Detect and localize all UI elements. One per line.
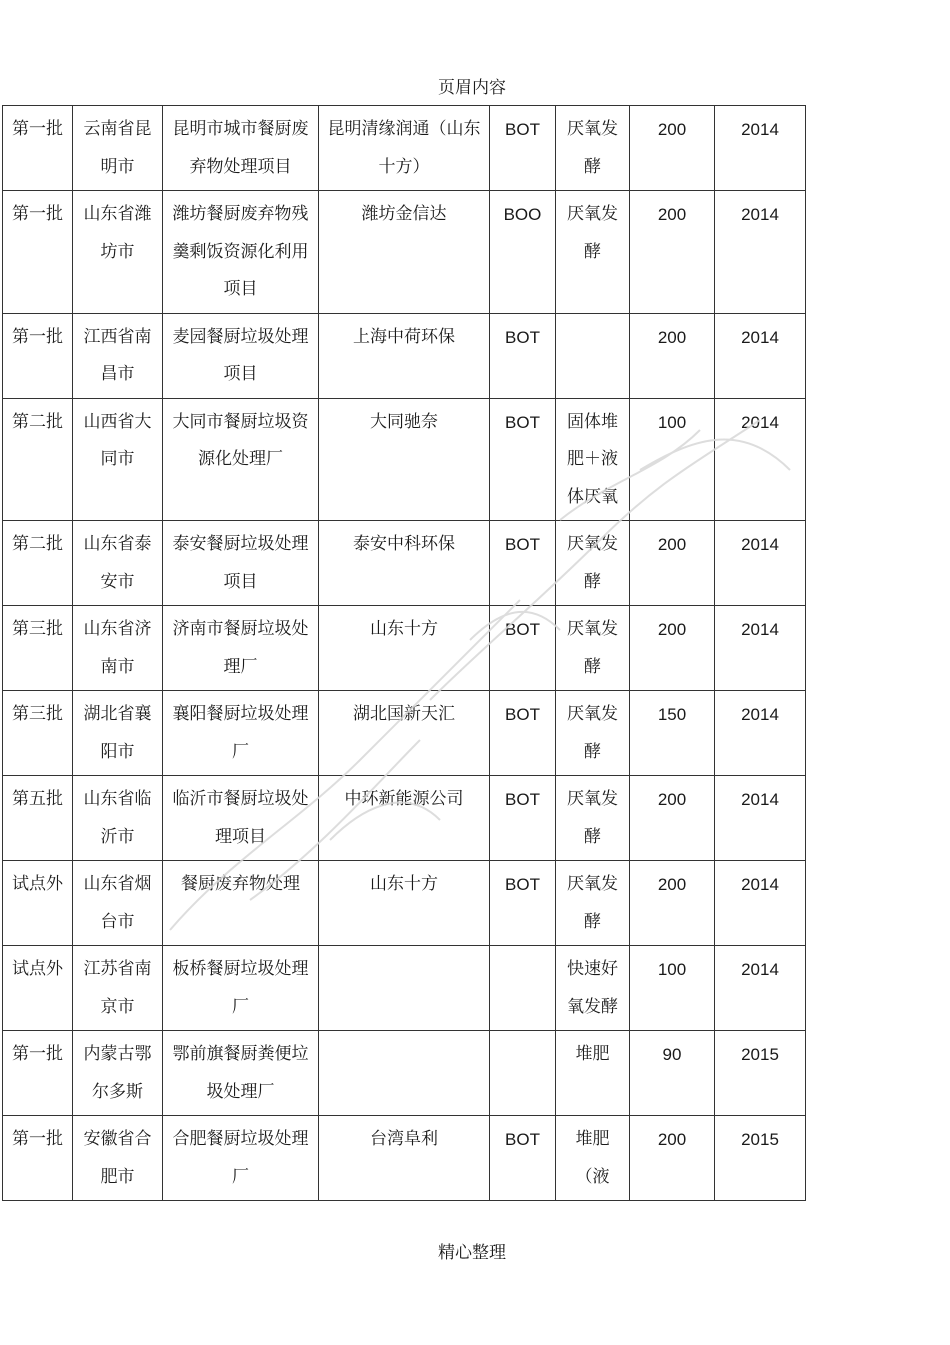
- year-cell: 2014: [715, 313, 806, 398]
- year-cell: 2014: [715, 521, 806, 606]
- project-cell: 襄阳餐厨垃圾处理厂: [163, 691, 319, 776]
- batch-cell: 第三批: [3, 691, 73, 776]
- table-row: [3, 521, 806, 606]
- mode-cell: BOT: [490, 776, 556, 861]
- batch-cell: 第一批: [3, 313, 73, 398]
- batch-cell: 第一批: [3, 1116, 73, 1201]
- process-cell: 厌氧发酵: [556, 861, 630, 946]
- project-cell: 鄂前旗餐厨粪便垃圾处理厂: [163, 1031, 319, 1116]
- company-cell: 湖北国新天汇: [319, 691, 490, 776]
- process-cell: 固体堆肥＋液体厌氧: [556, 398, 630, 521]
- process-cell: 堆肥（液: [556, 1116, 630, 1201]
- mode-cell: BOT: [490, 398, 556, 521]
- table-row: [3, 606, 806, 691]
- table-row: [3, 313, 806, 398]
- mode-cell: BOT: [490, 861, 556, 946]
- batch-cell: 第三批: [3, 606, 73, 691]
- year-cell: 2014: [715, 776, 806, 861]
- process-cell: [556, 313, 630, 398]
- capacity-cell: 100: [630, 946, 715, 1031]
- region-cell: 山东省潍坊市: [73, 191, 163, 314]
- batch-cell: 第五批: [3, 776, 73, 861]
- project-cell: 板桥餐厨垃圾处理厂: [163, 946, 319, 1031]
- capacity-cell: 200: [630, 861, 715, 946]
- project-cell: 大同市餐厨垃圾资源化处理厂: [163, 398, 319, 521]
- company-cell: 泰安中科环保: [319, 521, 490, 606]
- region-cell: 湖北省襄阳市: [73, 691, 163, 776]
- region-cell: 山东省烟台市: [73, 861, 163, 946]
- project-cell: 泰安餐厨垃圾处理项目: [163, 521, 319, 606]
- batch-cell: 第一批: [3, 1031, 73, 1116]
- region-cell: 山东省临沂市: [73, 776, 163, 861]
- table-row: [3, 398, 806, 521]
- process-cell: 厌氧发酵: [556, 521, 630, 606]
- table-row: [3, 691, 806, 776]
- process-cell: 快速好氧发酵: [556, 946, 630, 1031]
- region-cell: 山东省济南市: [73, 606, 163, 691]
- capacity-cell: 200: [630, 313, 715, 398]
- region-cell: 江苏省南京市: [73, 946, 163, 1031]
- year-cell: 2014: [715, 398, 806, 521]
- table-row: [3, 946, 806, 1031]
- region-cell: 安徽省合肥市: [73, 1116, 163, 1201]
- mode-cell: [490, 1031, 556, 1116]
- mode-cell: BOO: [490, 191, 556, 314]
- batch-cell: 第二批: [3, 521, 73, 606]
- capacity-cell: 200: [630, 776, 715, 861]
- page-header: 页眉内容: [438, 78, 506, 98]
- mode-cell: BOT: [490, 691, 556, 776]
- company-cell: 昆明清缘润通（山东十方）: [319, 106, 490, 191]
- project-cell: 合肥餐厨垃圾处理厂: [163, 1116, 319, 1201]
- company-cell: 山东十方: [319, 606, 490, 691]
- mode-cell: [490, 946, 556, 1031]
- table-row: [3, 1031, 806, 1116]
- year-cell: 2014: [715, 946, 806, 1031]
- batch-cell: 试点外: [3, 946, 73, 1031]
- project-table: [2, 105, 806, 1201]
- project-cell: 麦园餐厨垃圾处理项目: [163, 313, 319, 398]
- company-cell: 潍坊金信达: [319, 191, 490, 314]
- process-cell: 堆肥: [556, 1031, 630, 1116]
- process-cell: 厌氧发酵: [556, 106, 630, 191]
- year-cell: 2014: [715, 606, 806, 691]
- capacity-cell: 90: [630, 1031, 715, 1116]
- process-cell: 厌氧发酵: [556, 691, 630, 776]
- mode-cell: BOT: [490, 1116, 556, 1201]
- capacity-cell: 200: [630, 106, 715, 191]
- company-cell: [319, 1031, 490, 1116]
- project-cell: 济南市餐厨垃圾处理厂: [163, 606, 319, 691]
- project-cell: 昆明市城市餐厨废弃物处理项目: [163, 106, 319, 191]
- table-row: [3, 106, 806, 191]
- process-cell: 厌氧发酵: [556, 606, 630, 691]
- capacity-cell: 150: [630, 691, 715, 776]
- capacity-cell: 200: [630, 191, 715, 314]
- company-cell: [319, 946, 490, 1031]
- year-cell: 2014: [715, 861, 806, 946]
- company-cell: 山东十方: [319, 861, 490, 946]
- process-cell: 厌氧发酵: [556, 776, 630, 861]
- batch-cell: 试点外: [3, 861, 73, 946]
- mode-cell: BOT: [490, 313, 556, 398]
- capacity-cell: 200: [630, 521, 715, 606]
- capacity-cell: 200: [630, 606, 715, 691]
- region-cell: 江西省南昌市: [73, 313, 163, 398]
- batch-cell: 第二批: [3, 398, 73, 521]
- company-cell: 上海中荷环保: [319, 313, 490, 398]
- mode-cell: BOT: [490, 106, 556, 191]
- year-cell: 2015: [715, 1031, 806, 1116]
- company-cell: 台湾阜利: [319, 1116, 490, 1201]
- company-cell: 大同驰奈: [319, 398, 490, 521]
- region-cell: 山东省泰安市: [73, 521, 163, 606]
- year-cell: 2014: [715, 191, 806, 314]
- region-cell: 山西省大同市: [73, 398, 163, 521]
- project-cell: 餐厨废弃物处理: [163, 861, 319, 946]
- capacity-cell: 100: [630, 398, 715, 521]
- table-row: [3, 776, 806, 861]
- process-cell: 厌氧发酵: [556, 191, 630, 314]
- page-footer: 精心整理: [438, 1243, 506, 1263]
- project-cell: 潍坊餐厨废弃物残羹剩饭资源化利用项目: [163, 191, 319, 314]
- region-cell: 云南省昆明市: [73, 106, 163, 191]
- year-cell: 2014: [715, 691, 806, 776]
- mode-cell: BOT: [490, 606, 556, 691]
- project-cell: 临沂市餐厨垃圾处理项目: [163, 776, 319, 861]
- table-row: [3, 861, 806, 946]
- table-row: [3, 1116, 806, 1201]
- batch-cell: 第一批: [3, 191, 73, 314]
- year-cell: 2014: [715, 106, 806, 191]
- batch-cell: 第一批: [3, 106, 73, 191]
- capacity-cell: 200: [630, 1116, 715, 1201]
- year-cell: 2015: [715, 1116, 806, 1201]
- company-cell: 中环新能源公司: [319, 776, 490, 861]
- mode-cell: BOT: [490, 521, 556, 606]
- region-cell: 内蒙古鄂尔多斯: [73, 1031, 163, 1116]
- table-row: [3, 191, 806, 314]
